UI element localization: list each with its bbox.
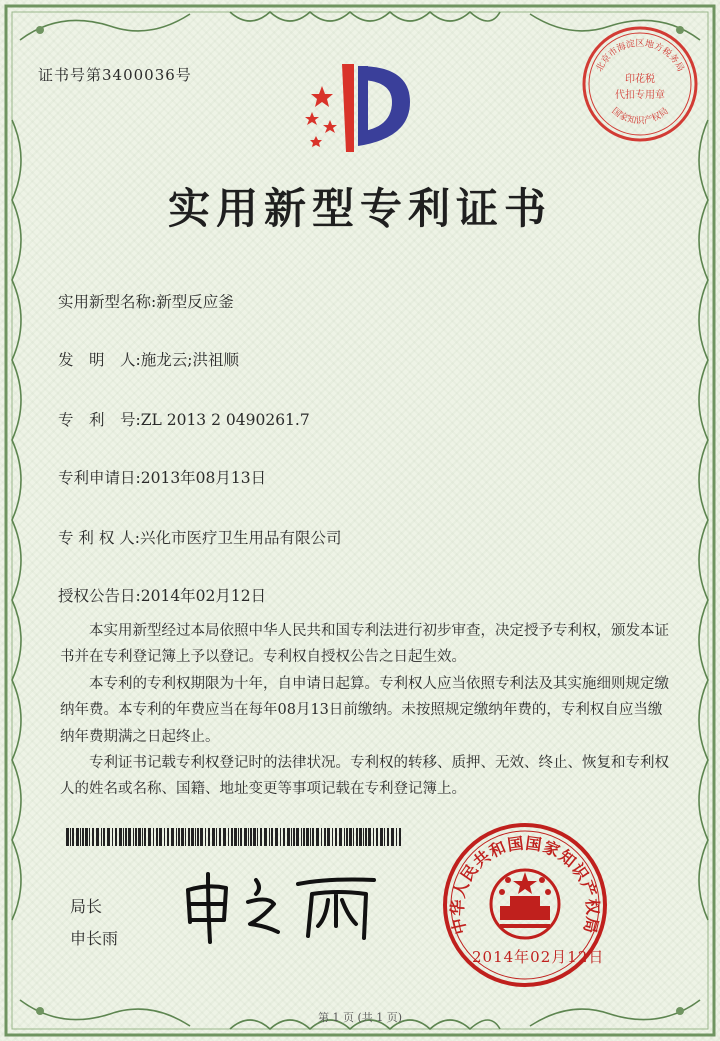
barcode-bar <box>312 828 314 846</box>
barcode-bar <box>185 828 186 846</box>
handwritten-signature <box>178 866 388 946</box>
barcode-bar <box>332 828 333 846</box>
barcode-bar <box>191 828 194 846</box>
stamp-line-2: 代扣专用章 <box>615 90 665 101</box>
national-emblem-icon <box>491 870 559 938</box>
barcode-bar <box>368 828 371 846</box>
barcode-bar <box>115 828 117 846</box>
seal-arc-text: 中华人民共和国国家知识产权局 <box>447 833 603 937</box>
field-label: 发 明 人: <box>58 351 141 369</box>
barcode-bar <box>66 828 69 846</box>
barcode-bar <box>188 828 190 846</box>
barcode-bar <box>82 828 84 846</box>
signatory-name: 申长雨 <box>70 929 119 948</box>
barcode-bar <box>275 828 278 846</box>
barcode-bar <box>216 828 217 846</box>
barcode-bar <box>384 828 385 846</box>
field-value: 施龙云;洪祖顺 <box>140 351 239 369</box>
signatory-title: 局长 <box>70 897 103 916</box>
barcode-bar <box>280 828 281 846</box>
barcode-bar <box>133 828 134 846</box>
stamp-line-1: 印花税 <box>625 74 655 85</box>
barcode-bar <box>138 828 141 846</box>
field-label: 授权公告日: <box>58 587 141 605</box>
barcode-bar <box>353 828 354 846</box>
barcode-bar <box>244 828 247 846</box>
seal-date: 2014年02月12日 <box>472 948 605 966</box>
barcode-bar <box>197 828 199 846</box>
barcode-bar <box>212 828 215 846</box>
barcode-bar <box>89 828 90 846</box>
svg-text:北京市海淀区地方税务局 <box>593 37 686 73</box>
barcode-bar <box>260 828 262 846</box>
barcode-bar <box>234 828 237 846</box>
barcode-bar <box>144 828 146 846</box>
barcode-bar <box>316 828 319 846</box>
barcode-bar <box>303 828 305 846</box>
barcode-bar <box>335 828 337 846</box>
barcode-bar <box>365 828 367 846</box>
barcode-bar <box>119 828 122 846</box>
svg-text:国家知识产权局 <box>609 106 670 127</box>
field-patentee <box>58 526 342 548</box>
barcode-bar <box>96 828 99 846</box>
barcode-bar <box>208 828 210 846</box>
field-label: 实用新型名称: <box>58 293 157 311</box>
barcode-bar <box>195 828 196 846</box>
barcode-bar <box>257 828 258 846</box>
barcode-bar <box>391 828 394 846</box>
barcode-bar <box>399 828 401 846</box>
barcode-bar <box>205 828 206 846</box>
barcode-bar <box>240 828 242 846</box>
barcode-bar <box>178 828 180 846</box>
barcode-bar <box>324 828 326 846</box>
barcode-bar <box>250 828 252 846</box>
barcode-bar <box>200 828 203 846</box>
field-patent-number <box>58 408 310 430</box>
barcode-bar <box>176 828 177 846</box>
barcode-bar <box>156 828 158 846</box>
barcode-bar <box>76 828 79 846</box>
barcode <box>66 828 406 848</box>
barcode-bar <box>159 828 162 846</box>
barcode-bar <box>376 828 378 846</box>
stamp-arc-text: 北京市海淀区地方税务局 <box>594 39 686 74</box>
barcode-bar <box>219 828 221 846</box>
field-value: 2013年08月13日 <box>140 469 267 487</box>
barcode-bar <box>269 828 270 846</box>
barcode-bar <box>70 828 71 846</box>
cnipa-logo-icon <box>292 56 422 156</box>
barcode-bar <box>223 828 226 846</box>
body-paragraph-2: 本专利的专利权期限为十年，自申请日起算。专利权人应当依照专利法及其实施细则规定缴纳年费。本专利的年费应当在每年08月13日前缴纳。未按照规定缴纳年费的，专利权自应当缴纳年费期满之日起终止。 <box>60 675 669 745</box>
barcode-bar <box>327 828 330 846</box>
barcode-bar <box>123 828 124 846</box>
barcode-bar <box>238 828 239 846</box>
barcode-bar <box>306 828 309 846</box>
field-inventor <box>58 348 239 370</box>
barcode-bar <box>373 828 374 846</box>
barcode-bar <box>283 828 285 846</box>
barcode-bar <box>103 828 105 846</box>
barcode-bar <box>164 828 165 846</box>
field-label: 专 利 权 人: <box>58 529 141 547</box>
barcode-bar <box>107 828 110 846</box>
barcode-bar <box>142 828 143 846</box>
barcode-bar <box>310 828 311 846</box>
barcode-bar <box>253 828 256 846</box>
barcode-bar <box>101 828 102 846</box>
field-value: 新型反应釜 <box>156 293 234 311</box>
barcode-bar <box>153 828 154 846</box>
body-paragraph-3: 专利证书记载专利权登记时的法律状况。专利权的转移、质押、无效、终止、恢复和专利权人的姓名或名称、国籍、地址变更等事项记载在专利登记簿上。 <box>60 755 669 798</box>
certificate-body <box>60 618 670 803</box>
barcode-bar <box>171 828 174 846</box>
field-application-date <box>58 466 266 488</box>
barcode-bar <box>321 828 322 846</box>
barcode-bar <box>396 828 397 846</box>
barcode-bar <box>344 828 345 846</box>
barcode-bar <box>291 828 292 846</box>
barcode-bar <box>339 828 342 846</box>
barcode-bar <box>387 828 389 846</box>
barcode-bar <box>135 828 137 846</box>
barcode-bar <box>349 828 352 846</box>
barcode-bar <box>264 828 267 846</box>
barcode-bar <box>346 828 348 846</box>
field-value: 2014年02月12日 <box>140 587 267 605</box>
barcode-bar <box>85 828 88 846</box>
barcode-bar <box>380 828 383 846</box>
certificate-number: 证书号第3400036号 <box>38 66 192 84</box>
page-footer: 第 1 页 (共 1 页) <box>317 1011 403 1024</box>
field-label: 专 利 号: <box>58 411 141 429</box>
barcode-bar <box>231 828 233 846</box>
barcode-bar <box>125 828 127 846</box>
barcode-bar <box>148 828 151 846</box>
barcode-bar <box>128 828 131 846</box>
barcode-bar <box>228 828 229 846</box>
barcode-bar <box>80 828 81 846</box>
field-utility-model-name <box>58 290 234 312</box>
tax-stamp-seal <box>578 22 702 146</box>
barcode-bar <box>293 828 295 846</box>
field-label: 专利申请日: <box>58 469 141 487</box>
barcode-bar <box>287 828 290 846</box>
stamp-bottom-text: 国家知识产权局 <box>609 106 671 127</box>
certificate-title: 实用新型专利证书 <box>167 184 552 233</box>
field-grant-date <box>58 584 266 606</box>
barcode-bar <box>72 828 74 846</box>
barcode-bar <box>356 828 358 846</box>
barcode-bar <box>363 828 364 846</box>
barcode-bar <box>112 828 113 846</box>
field-value: ZL 2013 2 0490261.7 <box>140 411 310 429</box>
barcode-bar <box>167 828 169 846</box>
barcode-bar <box>248 828 249 846</box>
barcode-bar <box>271 828 273 846</box>
barcode-bar <box>359 828 362 846</box>
barcode-bar <box>296 828 299 846</box>
barcode-bar <box>92 828 94 846</box>
field-value: 兴化市医疗卫生用品有限公司 <box>140 529 342 547</box>
barcode-bar <box>181 828 184 846</box>
barcode-bar <box>301 828 302 846</box>
body-paragraph-1: 本实用新型经过本局依照中华人民共和国专利法进行初步审查，决定授予专利权，颁发本证书并在专利登记簿上予以登记。专利权自授权公告之日起生效。 <box>60 623 669 666</box>
